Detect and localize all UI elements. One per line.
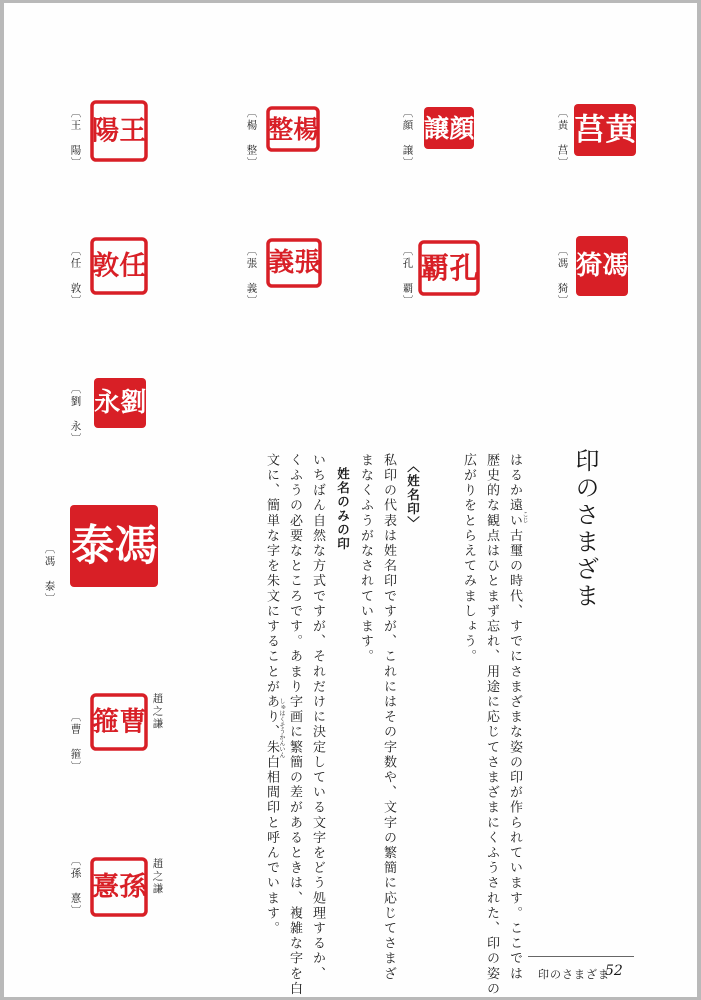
seal-caption-feng-yi: 〔馮 猗〕	[556, 245, 569, 308]
name-seal-text-line-1: 私印の代表は姓名印ですが、これにはその字数や、文字の繁簡に応じてさまざ	[381, 453, 396, 982]
seal-attribution-cao-gu: 趙之謙	[151, 693, 164, 731]
seal-glyph: 猗	[576, 251, 603, 281]
seal-impression	[574, 234, 630, 298]
seal-impression	[572, 102, 638, 158]
intro-paragraph-line-2: 歴史的な観点はひとまず忘れ、用途に応じてさまざまにくふうされた、印の姿の	[484, 453, 499, 997]
seal-impression	[90, 857, 148, 917]
page	[4, 3, 697, 997]
seal-glyph: 譲	[424, 113, 450, 143]
seal-impression	[90, 693, 148, 751]
seal-image-ren-dun	[90, 237, 148, 295]
seal-glyph: 義	[268, 248, 295, 278]
seal-caption-zhang-yi: 〔張 義〕	[245, 245, 258, 308]
footer-label: 印のさまざま	[538, 968, 610, 981]
seal-caption-yan-rang: 〔顔 譲〕	[401, 107, 414, 170]
seal-glyph: 整	[268, 114, 294, 144]
intro-ruby: こじ	[521, 511, 528, 523]
seal-glyph: 楊	[293, 114, 319, 144]
seal-glyph: 顔	[449, 113, 475, 143]
seal-glyph: 永	[94, 388, 121, 418]
intro-paragraph-line-3: 広がりをとらえてみましょう。	[461, 453, 476, 665]
seal-impression	[266, 238, 322, 288]
page-number: 52	[605, 963, 623, 979]
seal-glyph: 陽	[92, 115, 120, 147]
seal-glyph: 憙	[92, 871, 120, 903]
seal-image-sun-xi	[90, 857, 148, 917]
seal-glyph: 箍	[92, 706, 120, 738]
seal-impression	[92, 376, 148, 430]
seal-impression	[422, 105, 476, 151]
seal-image-huang-ju	[572, 102, 638, 158]
name-only-text-line-2: くふうの必要なところです。あまり字画に繁簡の差があるときは、複雑な字を白	[287, 453, 302, 997]
seal-impression	[90, 237, 148, 295]
seal-glyph: 曹	[119, 706, 147, 738]
seal-caption-feng-tai: 〔馮 泰〕	[43, 543, 56, 606]
section-title: 印のさまざま	[571, 448, 599, 610]
seal-image-feng-yi	[574, 234, 630, 298]
seal-glyph: 黄	[605, 112, 637, 148]
footer-rule	[528, 956, 634, 957]
seal-impression	[90, 100, 148, 162]
seal-glyph: 王	[119, 115, 147, 147]
seal-image-yan-rang	[422, 105, 476, 151]
intro-paragraph-line-1: はるか遠い古璽の時代、すでにさまざまな姿の印が作られています。ここでは	[507, 453, 522, 982]
seal-image-wang-yang	[90, 100, 148, 162]
seal-glyph: 馮	[114, 521, 158, 571]
seal-impression	[68, 503, 160, 589]
seal-caption-sun-xi: 〔孫 憙〕	[69, 855, 82, 918]
seal-glyph: 莒	[574, 112, 606, 148]
seal-caption-huang-ju: 〔黄 莒〕	[556, 107, 569, 170]
seal-glyph: 敦	[92, 250, 120, 282]
seal-image-kong-ba	[418, 240, 480, 296]
seal-image-cao-gu	[90, 693, 148, 751]
name-only-ruby: しゅはくそうかんいん	[278, 698, 285, 758]
name-only-text-line-1: いちばん自然な方式ですが、それだけに決定している文字をどう処理するか、	[310, 453, 325, 982]
seal-caption-yang-zheng: 〔楊 整〕	[245, 107, 258, 170]
seal-glyph: 孫	[119, 871, 147, 903]
seal-glyph: 孔	[449, 251, 479, 285]
seal-caption-liu-yong: 〔劉 永〕	[69, 383, 82, 446]
name-only-text-line-3: 文に、簡単な字を朱文にすることがあり、朱白相間印と呼んでいます。	[264, 453, 279, 937]
seal-caption-ren-dun: 〔任 敦〕	[69, 245, 82, 308]
seal-glyph: 劉	[120, 388, 147, 418]
seal-caption-wang-yang: 〔王 陽〕	[69, 107, 82, 170]
subheading-name-only-seal: 姓名のみの印	[335, 467, 351, 551]
seal-glyph: 泰	[71, 521, 115, 571]
seal-image-yang-zheng	[266, 106, 320, 152]
seal-image-zhang-yi	[266, 238, 322, 288]
seal-caption-cao-gu: 〔曹 箍〕	[69, 711, 82, 774]
seal-caption-kong-ba: 〔孔 覇〕	[401, 245, 414, 308]
seal-glyph: 張	[294, 248, 321, 278]
seal-attribution-sun-xi: 趙之謙	[151, 858, 164, 896]
seal-glyph: 馮	[602, 251, 629, 281]
seal-image-feng-tai	[68, 503, 160, 589]
seal-glyph: 任	[119, 250, 147, 282]
subheading-name-seal: 〈姓名印〉	[405, 460, 421, 530]
seal-impression	[266, 106, 320, 152]
seal-image-liu-yong	[92, 376, 148, 430]
seal-impression	[418, 240, 480, 296]
seal-glyph: 覇	[420, 251, 450, 285]
name-seal-text-line-2: まなくふうがなされています。	[358, 453, 373, 665]
